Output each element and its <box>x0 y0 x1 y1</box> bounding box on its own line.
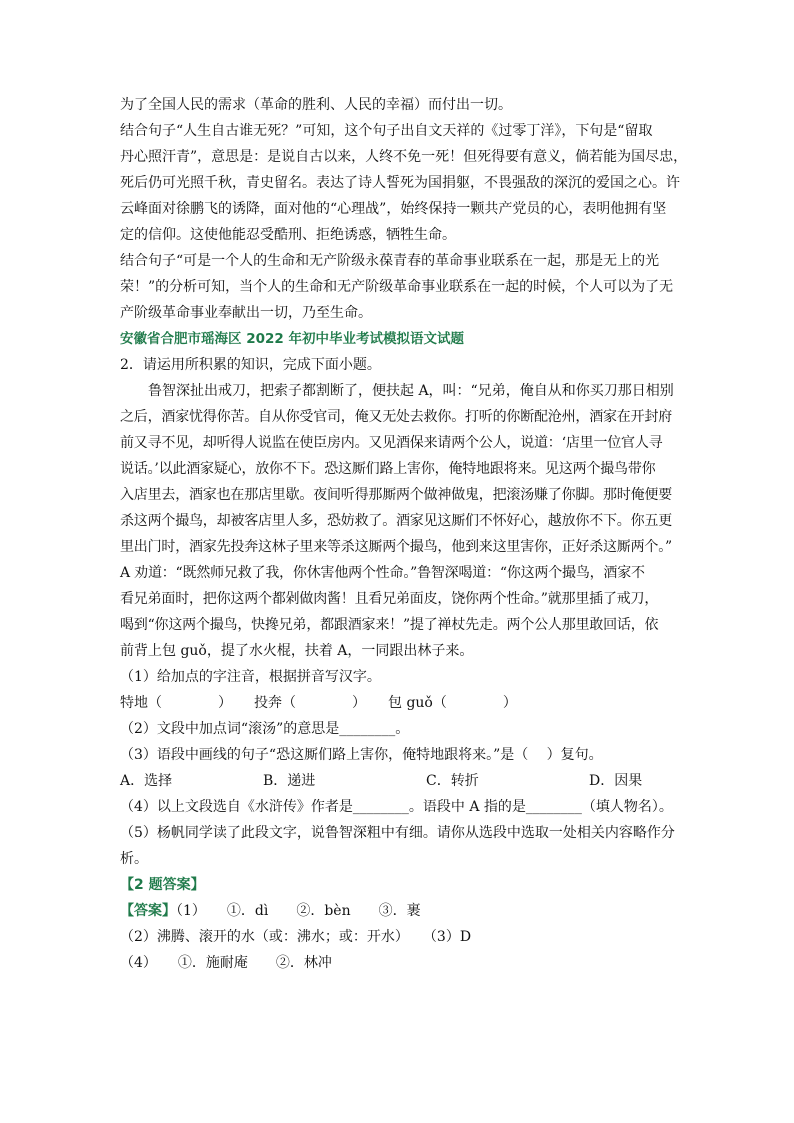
option-d: D．因果 <box>589 773 643 789</box>
sub-question-5: 析。 <box>120 851 148 867</box>
passage-line: 杀这两个撮鸟，却被客店里人多，恐妨救了。酒家见这厮们不怀好心，越放你不下。你五更 <box>120 513 672 529</box>
document-page <box>120 92 688 976</box>
sub-question-3-options <box>120 768 680 794</box>
paragraph-line: 定的信仰。这使他能忍受酷刑、拒绝诱惑，牺牲生命。 <box>120 227 456 243</box>
sub-question-3: （3）语段中画线的句子“恐这厮们路上害你，俺特地跟将来。”是（ ）复句。 <box>120 747 603 763</box>
sub-question-4: （4）以上文段选自《水浒传》作者是________。语段中 A 指的是________（填人物名）。 <box>120 799 673 815</box>
passage-line: 里出门时，酒家先投奔这林子里来等杀这厮两个撮鸟，他到来这里害你，正好杀这厮两个。” <box>120 539 672 555</box>
fill-blank-item: 特地（ ） <box>120 695 232 711</box>
passage-line: 看兄弟面时，把你这两个都剁做肉酱！且看兄弟面皮，饶你两个性命。”就那里插了戒刀， <box>120 591 659 607</box>
answer-label: 【答案】 <box>120 903 176 919</box>
sub-question-5: （5）杨帆同学读了此段文字，说鲁智深粗中有细。请你从选段中选取一处相关内容略作分 <box>120 825 675 841</box>
sub-question-2: （2）文段中加点词“滚汤”的意思是________。 <box>120 721 410 737</box>
sub-question-1-items <box>120 690 680 716</box>
answer-line: （4） ①．施耐庵 ②．林冲 <box>120 955 332 971</box>
answer-line: （2）沸腾、滚开的水（或：沸水；或：开水） （3）D <box>120 929 472 945</box>
paragraph-line: 云峰面对徐鹏飞的诱降，面对他的“心理战”，始终保持一颗共产党员的心，表明他拥有坚 <box>120 201 667 217</box>
passage-line: 之后，酒家忧得你苦。自从你受官司，俺又无处去救你。打听的你断配沧州，酒家在开封府 <box>120 409 672 425</box>
passage-line: 说话。’以此酒家疑心，放你不下。恐这厮们路上害你，俺特地跟将来。见这两个撮鸟带你 <box>120 461 656 477</box>
passage-line: 鲁智深扯出戒刀，把索子都割断了，便扶起 A，叫：“兄弟，俺自从和你买刀那日相别 <box>148 383 674 399</box>
paragraph-line: 结合句子“人生自古谁无死？”可知，这个句子出自文天祥的《过零丁洋》，下句是“留取 <box>120 123 653 139</box>
fill-blank-item: 投奔（ ） <box>254 695 366 711</box>
passage-line: 前背上包 guǒ，提了水火棍，扶着 A，一同跟出林子来。 <box>120 643 474 659</box>
passage-line: 喝到“你这两个撮鸟，快搀兄弟，都跟酒家来！”提了禅杖先走。两个公人那里敢回话，依 <box>120 617 659 633</box>
sub-question-1: （1）给加点的字注音，根据拼音写汉字。 <box>120 669 381 685</box>
paragraph-line: 结合句子“可是一个人的生命和无产阶级永葆青春的革命事业联系在一起，那是无上的光 <box>120 253 660 269</box>
passage-line: 入店里去，酒家也在那店里歇。夜间听得那厮两个做神做鬼，把滚汤赚了你脚。那时俺便要 <box>120 487 672 503</box>
answer-tag: 【2 题答案】 <box>120 877 205 893</box>
paragraph-line: 为了全国人民的需求（革命的胜利、人民的幸福）而付出一切。 <box>120 97 512 113</box>
paragraph-line: 丹心照汗青”，意思是：是说自古以来，人终不免一死！但死得要有意义，倘若能为国尽忠， <box>120 149 688 165</box>
answer-line <box>120 898 680 924</box>
question-intro: 2．请运用所积累的知识，完成下面小题。 <box>120 357 381 373</box>
paragraph-line: 荣！”的分析可知，当个人的生命和无产阶级革命事业联系在一起的时候，个人可以为了无 <box>120 279 674 295</box>
paragraph-line: 产阶级革命事业奉献出一切，乃至生命。 <box>120 305 372 321</box>
fill-blank-item: 包 guǒ（ ） <box>388 695 517 711</box>
paragraph-line: 死后仍可光照千秋，青史留名。表达了诗人誓死为国捐躯，不畏强敌的深沉的爱国之心。许 <box>120 175 680 191</box>
option-b: B．递进 <box>263 773 316 789</box>
passage-line: A 劝道：“既然师兄救了我，你休害他两个性命。”鲁智深喝道：“你这两个撮鸟，酒家不 <box>120 565 645 581</box>
section-heading: 安徽省合肥市瑶海区 2022 年初中毕业考试模拟语文试题 <box>120 331 464 347</box>
option-c: C．转折 <box>426 773 479 789</box>
answer-text: （1） ①．dì ②．bèn ③．裹 <box>176 903 421 919</box>
option-a: A．选择 <box>120 773 173 789</box>
passage-line: 前又寻不见，却听得人说监在使臣房内。又见酒保来请两个公人，说道：‘店里一位官人寻 <box>120 435 663 451</box>
